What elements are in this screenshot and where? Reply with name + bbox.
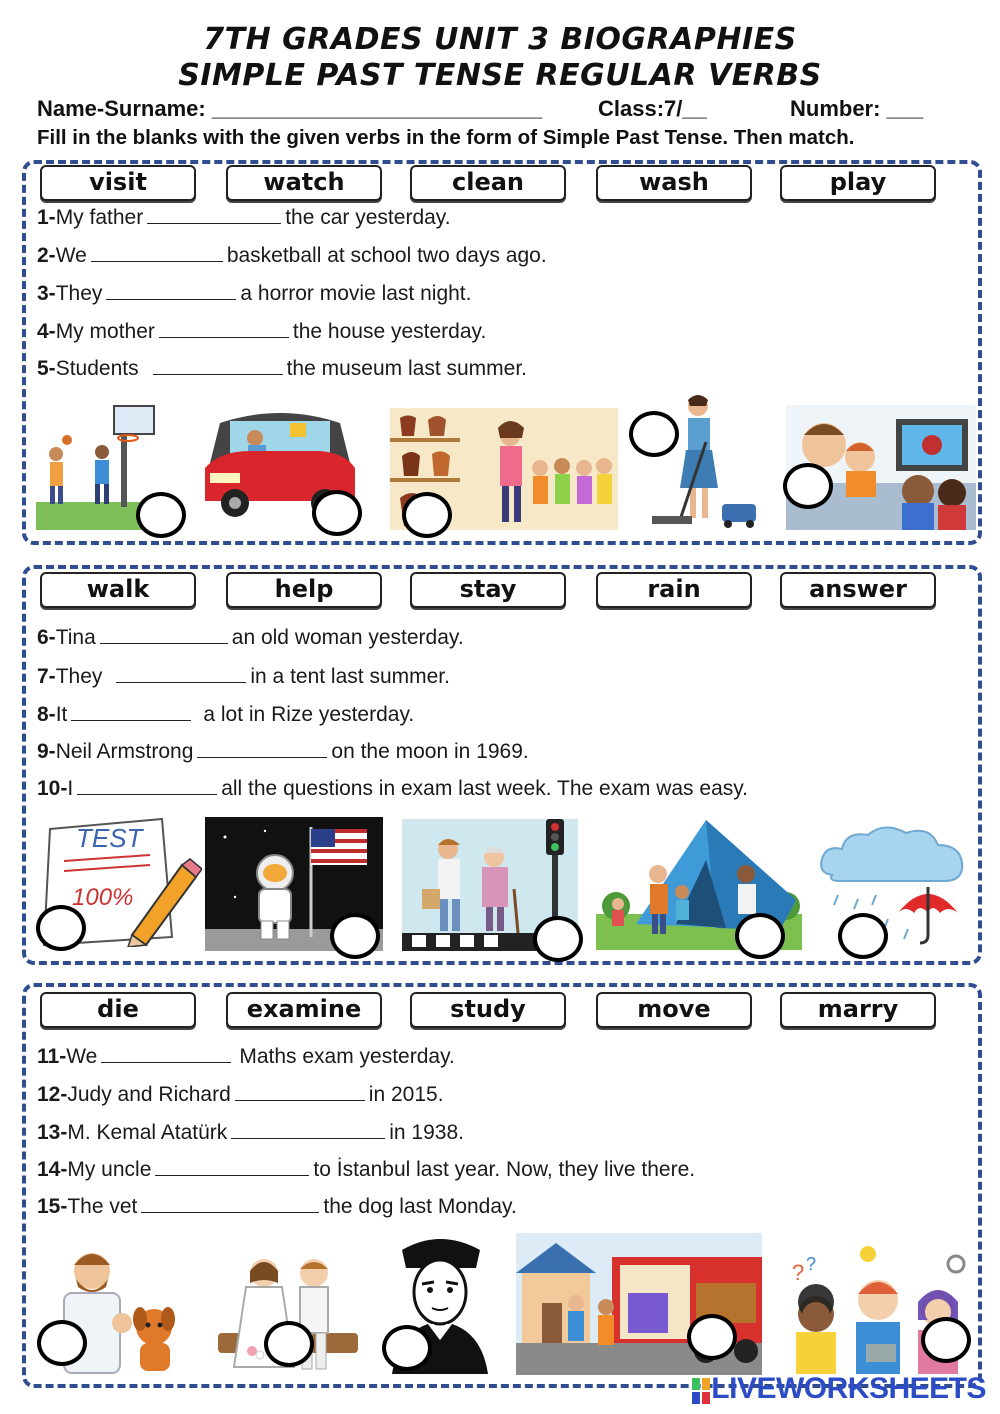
sentence-13 — [37, 1121, 464, 1145]
match-circle-15[interactable] — [921, 1317, 971, 1363]
sentence-6 — [37, 626, 464, 650]
class-field[interactable]: Class:7/__ — [598, 96, 707, 121]
answer-blank[interactable] — [235, 1083, 365, 1101]
sentence-15 — [37, 1195, 517, 1219]
match-circle-9[interactable] — [735, 913, 785, 959]
liveworksheets-brand: LIVEWORKSHEETS — [711, 1372, 986, 1405]
sentence-start: Neil Armstrong — [55, 740, 194, 763]
answer-blank[interactable] — [91, 244, 223, 262]
sentence-end: to İstanbul last year. Now, they live there. — [313, 1158, 696, 1181]
sentence-number: 4- — [37, 320, 56, 343]
sentence-number: 6- — [37, 626, 56, 649]
sentence-3 — [37, 282, 471, 306]
sentence-start: The vet — [67, 1195, 138, 1218]
test-score-text: 100% — [72, 884, 134, 911]
svg-text:?: ? — [806, 1254, 817, 1274]
sentence-start: My mother — [55, 320, 155, 343]
match-circle-14[interactable] — [687, 1314, 737, 1360]
sentence-10 — [37, 777, 748, 801]
match-circle-7[interactable] — [330, 913, 380, 959]
sentence-start: We — [55, 244, 87, 267]
sentence-start: Students — [55, 357, 139, 380]
answer-blank[interactable] — [77, 777, 217, 795]
instruction-text: Fill in the blanks with the given verbs in the form of Simple Past Tense. Then match. — [37, 126, 855, 149]
verb-box-study: study — [410, 992, 566, 1028]
verb-box-rain: rain — [596, 572, 752, 608]
match-circle-1[interactable] — [136, 492, 186, 538]
sentence-end: in 1938. — [389, 1121, 464, 1144]
match-circle-8[interactable] — [533, 916, 583, 962]
sentence-end: a lot in Rize yesterday. — [203, 703, 415, 726]
answer-blank[interactable] — [106, 282, 236, 300]
answer-blank[interactable] — [231, 1121, 385, 1139]
sentence-end: Maths exam yesterday. — [239, 1045, 455, 1068]
verb-box-visit: visit — [40, 165, 196, 201]
verb-box-clean: clean — [410, 165, 566, 201]
number-field[interactable]: Number: ___ — [790, 96, 924, 121]
sentence-start: M. Kemal Atatürk — [67, 1121, 228, 1144]
verb-box-marry: marry — [780, 992, 936, 1028]
verb-box-examine: examine — [226, 992, 382, 1028]
match-circle-11[interactable] — [37, 1320, 87, 1366]
sentence-number: 15- — [37, 1195, 68, 1218]
sentence-12 — [37, 1083, 444, 1107]
answer-blank[interactable] — [71, 703, 191, 721]
sentence-number: 10- — [37, 777, 68, 800]
sentence-number: 8- — [37, 703, 56, 726]
sentence-end: basketball at school two days ago. — [226, 244, 547, 267]
worksheet-title-line2: SIMPLE PAST TENSE REGULAR VERBS — [178, 58, 822, 93]
sentence-number: 7- — [37, 665, 56, 688]
sentence-end: the dog last Monday. — [323, 1195, 517, 1218]
sentence-end: in a tent last summer. — [250, 665, 450, 688]
sentence-number: 3- — [37, 282, 56, 305]
sentence-1 — [37, 206, 451, 230]
sentence-start: I — [67, 777, 74, 800]
svg-text:?: ? — [792, 1260, 805, 1285]
sentence-number: 1- — [37, 206, 56, 229]
match-circle-5[interactable] — [783, 463, 833, 509]
sentence-number: 11- — [37, 1045, 67, 1068]
sentence-end: the museum last summer. — [286, 357, 528, 380]
sentence-start: They — [55, 665, 103, 688]
sentence-number: 14- — [37, 1158, 68, 1181]
sentence-number: 13- — [37, 1121, 68, 1144]
liveworksheets-logo-icon — [692, 1378, 710, 1404]
sentence-5 — [37, 357, 527, 381]
sentence-end: a horror movie last night. — [240, 282, 472, 305]
verb-box-watch: watch — [226, 165, 382, 201]
answer-blank[interactable] — [153, 357, 283, 375]
verb-box-play: play — [780, 165, 936, 201]
sentence-number: 2- — [37, 244, 56, 267]
sentence-end: all the questions in exam last week. The exam was easy. — [221, 777, 749, 800]
sentence-start: My father — [55, 206, 144, 229]
sentence-14 — [37, 1158, 695, 1182]
match-circle-13[interactable] — [382, 1325, 432, 1371]
verb-box-move: move — [596, 992, 752, 1028]
sentence-start: It — [55, 703, 68, 726]
match-circle-12[interactable] — [264, 1321, 314, 1367]
match-circle-4[interactable] — [629, 411, 679, 457]
verb-box-help: help — [226, 572, 382, 608]
answer-blank[interactable] — [197, 740, 327, 758]
sentence-end: in 2015. — [368, 1083, 444, 1106]
match-circle-2[interactable] — [312, 490, 362, 536]
sentence-start: Tina — [55, 626, 96, 649]
sentence-start: Judy and Richard — [67, 1083, 231, 1106]
sentence-number: 5- — [37, 357, 56, 380]
sentence-end: on the moon in 1969. — [331, 740, 529, 763]
answer-blank[interactable] — [100, 626, 228, 644]
verb-box-walk: walk — [40, 572, 196, 608]
verb-box-wash: wash — [596, 165, 752, 201]
answer-blank[interactable] — [141, 1195, 319, 1213]
name-surname-field[interactable]: Name-Surname: ___________________________ — [37, 96, 543, 121]
sentence-start: My uncle — [67, 1158, 152, 1181]
worksheet-title-line1: 7TH GRADES UNIT 3 BIOGRAPHIES — [203, 22, 797, 57]
sentence-start: We — [66, 1045, 98, 1068]
verb-box-die: die — [40, 992, 196, 1028]
match-circle-6[interactable] — [36, 905, 86, 951]
sentence-2 — [37, 244, 547, 268]
answer-blank[interactable] — [159, 320, 289, 338]
sentence-11 — [37, 1045, 455, 1069]
match-circle-3[interactable] — [402, 492, 452, 538]
sentence-9 — [37, 740, 529, 764]
sentence-end: an old woman yesterday. — [231, 626, 464, 649]
answer-blank[interactable] — [147, 206, 281, 224]
sentence-end: the car yesterday. — [285, 206, 451, 229]
sentence-end: the house yesterday. — [292, 320, 487, 343]
test-title-text: TEST — [76, 823, 143, 853]
match-circle-10[interactable] — [838, 913, 888, 959]
sentence-number: 9- — [37, 740, 56, 763]
answer-blank[interactable] — [155, 1158, 309, 1176]
sentence-number: 12- — [37, 1083, 68, 1106]
verb-box-stay: stay — [410, 572, 566, 608]
verb-box-answer: answer — [780, 572, 936, 608]
sentence-4 — [37, 320, 486, 344]
answer-blank[interactable] — [101, 1045, 231, 1063]
sentence-8 — [37, 703, 414, 727]
sentence-7 — [37, 665, 450, 689]
answer-blank[interactable] — [116, 665, 246, 683]
sentence-start: They — [55, 282, 103, 305]
